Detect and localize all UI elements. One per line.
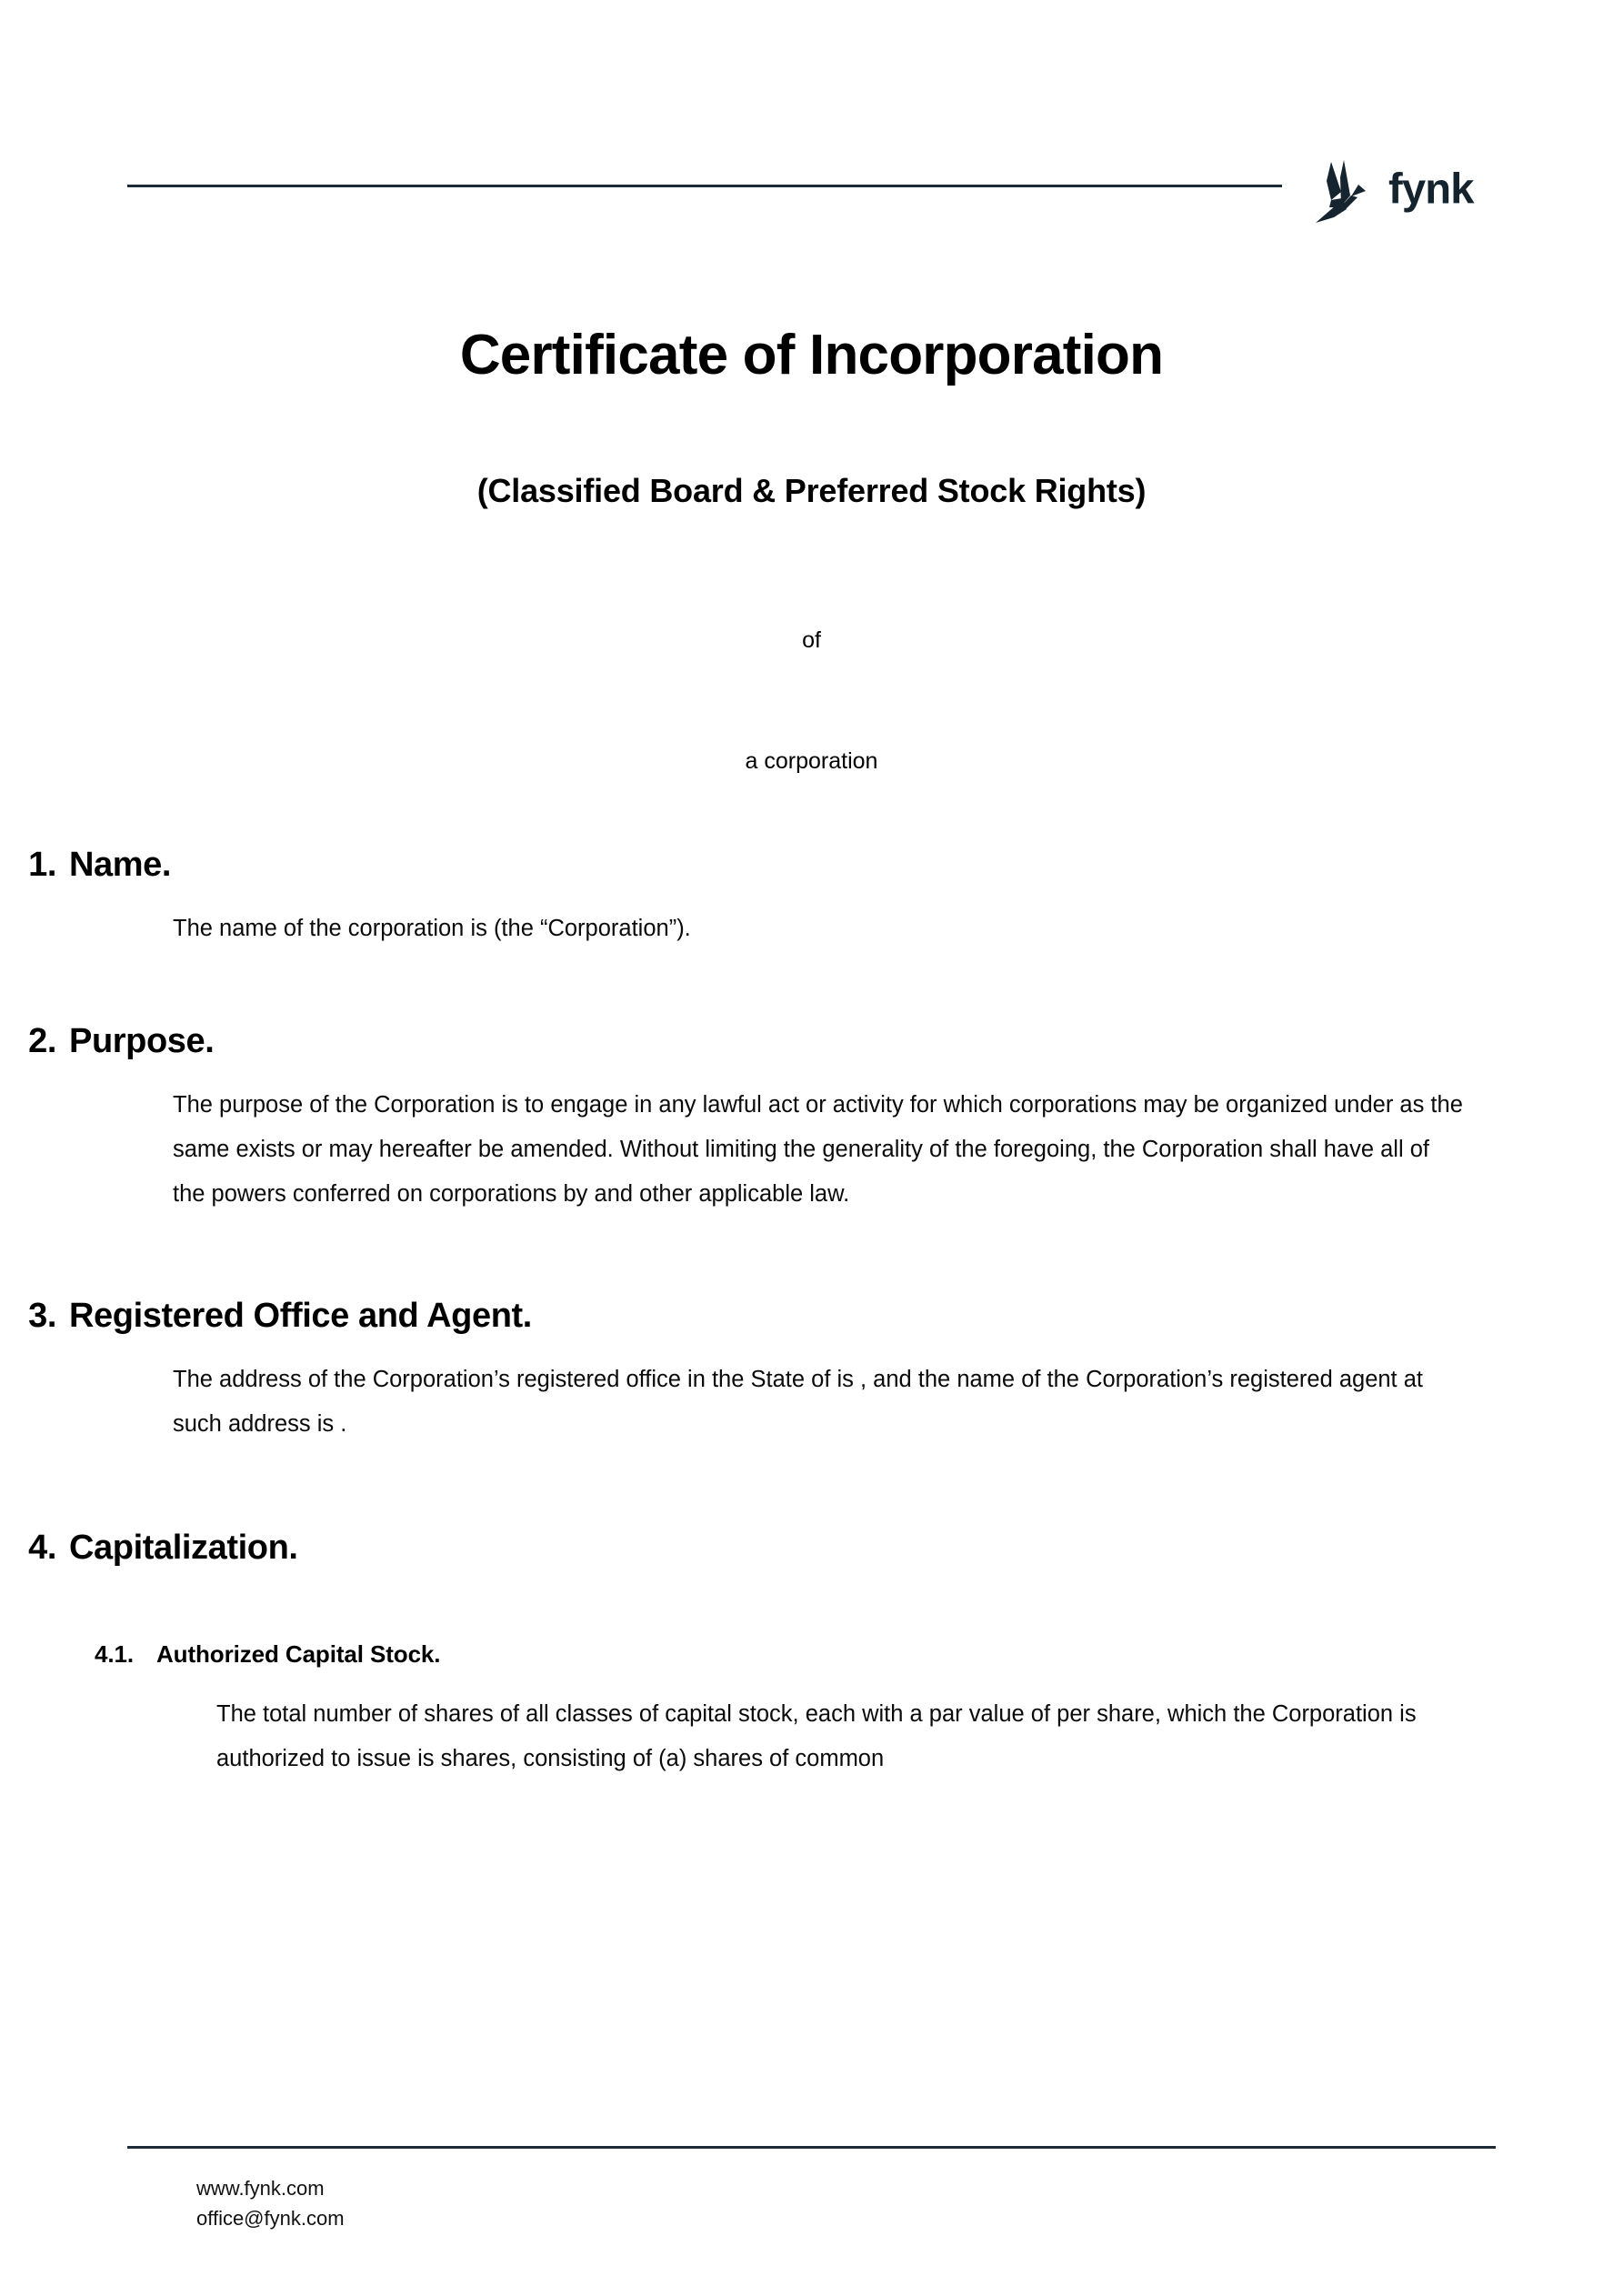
footer-contact <box>196 2173 345 2233</box>
svg-text:fynk: fynk <box>1388 165 1474 214</box>
subsection-body: The total number of shares of all classes of capital stock, each with a par value of per share, which the Corporation is authorized to issue is shares, consisting of (a) shares of common <box>216 1700 1417 1771</box>
page-subtitle: (Classified Board & Preferred Stock Rights) <box>476 472 1147 509</box>
subsection-heading <box>95 1640 1623 1669</box>
section-number: 1. <box>28 846 56 884</box>
header-divider <box>127 185 1282 187</box>
section-title: Registered Office and Agent. <box>69 1296 532 1335</box>
section-purpose <box>0 1022 1623 1217</box>
page-header <box>0 0 1623 236</box>
section-title: Name. <box>69 846 172 884</box>
subsection-title: Authorized Capital Stock. <box>156 1639 441 1668</box>
section-registered-office-and-agent <box>0 1297 1623 1447</box>
brand-wordmark-icon <box>1388 163 1496 219</box>
section-number: 2. <box>28 1021 56 1060</box>
entity-descriptor: a corporation <box>745 748 878 774</box>
section-heading <box>0 1529 1623 1568</box>
brand-logo <box>1314 145 1496 236</box>
subsection-authorized-capital-stock <box>0 1640 1623 1781</box>
footer-email[interactable]: office@fynk.com <box>196 2207 345 2230</box>
origami-bird-icon <box>1314 157 1376 225</box>
section-heading <box>0 846 1623 885</box>
footer-divider <box>127 2146 1496 2149</box>
section-body: The name of the corporation is (the “Corporation”). <box>173 916 691 941</box>
subsection-number: 4.1. <box>95 1639 134 1668</box>
section-heading <box>0 1297 1623 1336</box>
document-body <box>0 846 1623 1781</box>
page-title: Certificate of Incorporation <box>459 324 1164 386</box>
section-body: The purpose of the Corporation is to engage in any lawful act or activity for which corporations may be organized under as the same exists or may hereafter be amended. Without limiting the generality of the foregoing, the Corporation shall have all of the powers conferred on corporations by and other applicable law. <box>173 1091 1463 1207</box>
section-name <box>0 846 1623 951</box>
section-title: Purpose. <box>69 1021 215 1060</box>
footer-website[interactable]: www.fynk.com <box>196 2177 325 2200</box>
section-number: 3. <box>28 1296 56 1335</box>
section-capitalization <box>0 1529 1623 1781</box>
of-label: of <box>802 627 821 653</box>
section-number: 4. <box>28 1528 56 1567</box>
section-title: Capitalization. <box>69 1528 298 1567</box>
section-body: The address of the Corporation’s registered office in the State of is , and the name of the Corporation’s registered agent at such address is . <box>173 1366 1423 1437</box>
section-heading <box>0 1022 1623 1061</box>
